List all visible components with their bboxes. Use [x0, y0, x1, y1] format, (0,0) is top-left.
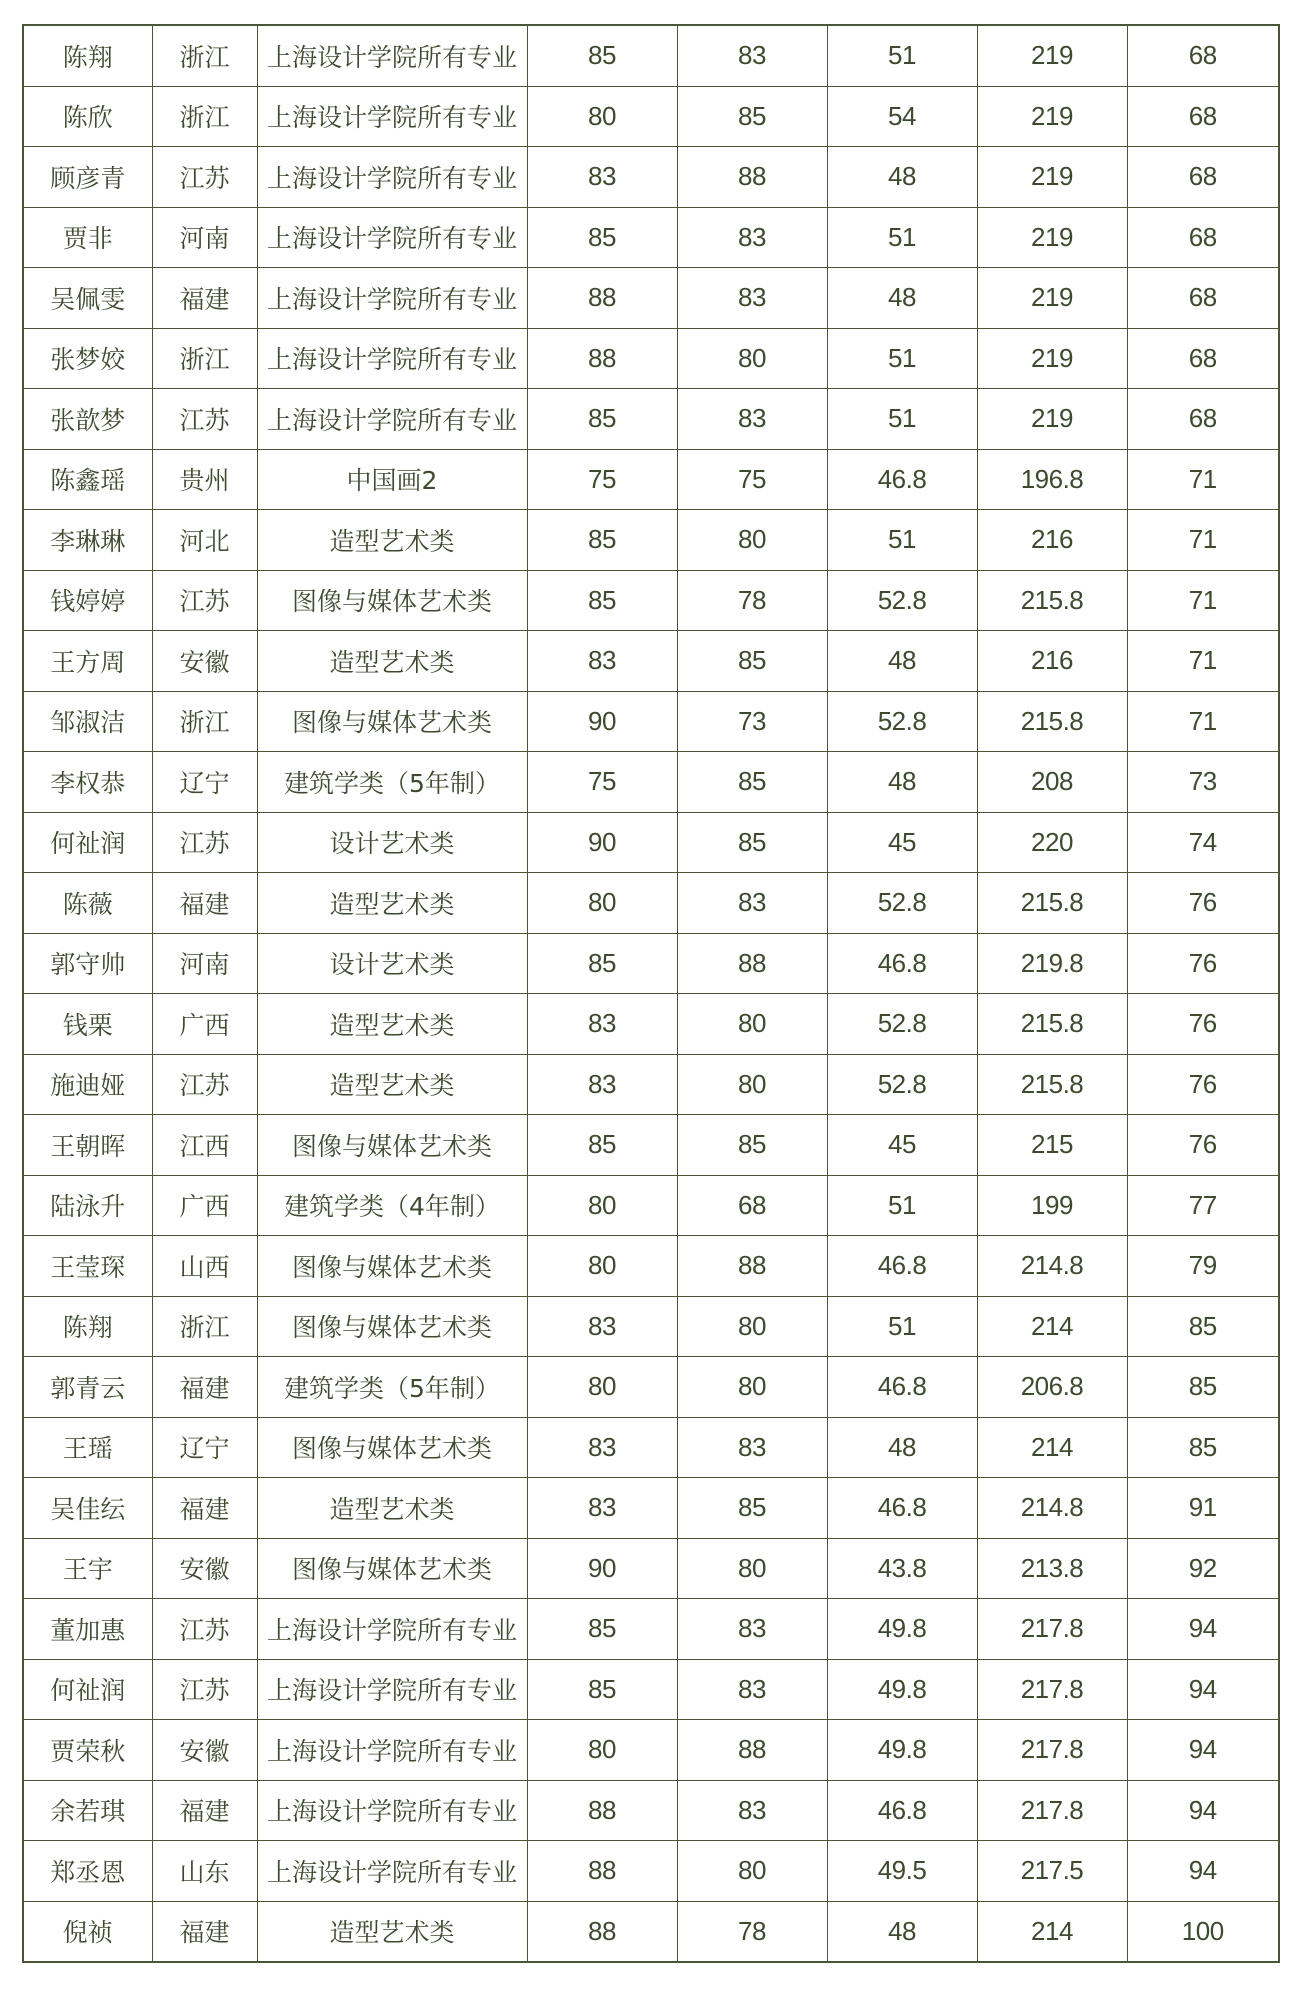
score-cell-3: 45: [827, 1115, 977, 1176]
rank-cell: 73: [1127, 752, 1279, 813]
student-name-cell: 何祉润: [23, 1659, 152, 1720]
province-cell: 浙江: [152, 86, 257, 147]
province-cell: 江苏: [152, 1599, 257, 1660]
rank-cell: 71: [1127, 510, 1279, 571]
score-cell-3: 49.8: [827, 1599, 977, 1660]
province-cell: 安徽: [152, 1538, 257, 1599]
score-cell-3: 49.8: [827, 1720, 977, 1781]
rank-cell: 76: [1127, 1054, 1279, 1115]
major-cell: 图像与媒体艺术类: [257, 1296, 527, 1357]
score-cell-3: 43.8: [827, 1538, 977, 1599]
total-score-cell: 214.8: [977, 1478, 1127, 1539]
total-score-cell: 196.8: [977, 449, 1127, 510]
province-cell: 河南: [152, 207, 257, 268]
student-name-cell: 王方周: [23, 631, 152, 692]
score-cell-1: 90: [527, 691, 677, 752]
table-row: [23, 1659, 1279, 1720]
province-cell: 江苏: [152, 570, 257, 631]
major-cell: 造型艺术类: [257, 1054, 527, 1115]
rank-cell: 85: [1127, 1357, 1279, 1418]
student-name-cell: 陆泳升: [23, 1175, 152, 1236]
table-row: [23, 1901, 1279, 1962]
major-cell: 上海设计学院所有专业: [257, 1780, 527, 1841]
score-cell-2: 88: [677, 933, 827, 994]
student-name-cell: 陈翔: [23, 25, 152, 86]
score-cell-3: 48: [827, 1901, 977, 1962]
score-cell-3: 52.8: [827, 873, 977, 934]
major-cell: 建筑学类（5年制）: [257, 752, 527, 813]
student-name-cell: 王莹琛: [23, 1236, 152, 1297]
table-row: [23, 25, 1279, 86]
province-cell: 山西: [152, 1236, 257, 1297]
major-cell: 上海设计学院所有专业: [257, 268, 527, 329]
student-name-cell: 李权恭: [23, 752, 152, 813]
score-cell-3: 48: [827, 268, 977, 329]
score-cell-1: 88: [527, 1780, 677, 1841]
total-score-cell: 215.8: [977, 1054, 1127, 1115]
rank-cell: 71: [1127, 449, 1279, 510]
total-score-cell: 219: [977, 86, 1127, 147]
score-cell-1: 83: [527, 994, 677, 1055]
score-cell-1: 83: [527, 1478, 677, 1539]
student-name-cell: 张歆梦: [23, 389, 152, 450]
major-cell: 上海设计学院所有专业: [257, 25, 527, 86]
score-cell-1: 88: [527, 1841, 677, 1902]
table-row: [23, 933, 1279, 994]
province-cell: 广西: [152, 1175, 257, 1236]
score-cell-3: 51: [827, 389, 977, 450]
total-score-cell: 217.8: [977, 1599, 1127, 1660]
student-name-cell: 贾荣秋: [23, 1720, 152, 1781]
province-cell: 山东: [152, 1841, 257, 1902]
major-cell: 图像与媒体艺术类: [257, 691, 527, 752]
province-cell: 辽宁: [152, 752, 257, 813]
score-cell-2: 83: [677, 873, 827, 934]
score-cell-3: 46.8: [827, 1357, 977, 1418]
table-row: [23, 1599, 1279, 1660]
total-score-cell: 219.8: [977, 933, 1127, 994]
major-cell: 上海设计学院所有专业: [257, 328, 527, 389]
score-cell-2: 80: [677, 1296, 827, 1357]
province-cell: 河北: [152, 510, 257, 571]
total-score-cell: 216: [977, 631, 1127, 692]
score-cell-3: 48: [827, 752, 977, 813]
major-cell: 上海设计学院所有专业: [257, 207, 527, 268]
rank-cell: 94: [1127, 1841, 1279, 1902]
table-row: [23, 570, 1279, 631]
total-score-cell: 214: [977, 1417, 1127, 1478]
score-cell-1: 85: [527, 25, 677, 86]
total-score-cell: 208: [977, 752, 1127, 813]
rank-cell: 68: [1127, 207, 1279, 268]
score-cell-1: 85: [527, 1115, 677, 1176]
table-row: [23, 752, 1279, 813]
student-name-cell: 陈欣: [23, 86, 152, 147]
student-name-cell: 钱婷婷: [23, 570, 152, 631]
score-cell-1: 83: [527, 1296, 677, 1357]
student-name-cell: 郭青云: [23, 1357, 152, 1418]
major-cell: 上海设计学院所有专业: [257, 147, 527, 208]
major-cell: 中国画2: [257, 449, 527, 510]
major-cell: 造型艺术类: [257, 873, 527, 934]
province-cell: 江苏: [152, 1054, 257, 1115]
score-table: [22, 24, 1280, 1963]
score-cell-1: 85: [527, 570, 677, 631]
province-cell: 福建: [152, 1357, 257, 1418]
total-score-cell: 217.5: [977, 1841, 1127, 1902]
province-cell: 江西: [152, 1115, 257, 1176]
rank-cell: 68: [1127, 147, 1279, 208]
table-row: [23, 812, 1279, 873]
rank-cell: 79: [1127, 1236, 1279, 1297]
score-cell-3: 46.8: [827, 449, 977, 510]
table-row: [23, 207, 1279, 268]
major-cell: 图像与媒体艺术类: [257, 1236, 527, 1297]
student-name-cell: 何祉润: [23, 812, 152, 873]
major-cell: 上海设计学院所有专业: [257, 389, 527, 450]
rank-cell: 76: [1127, 933, 1279, 994]
table-row: [23, 1296, 1279, 1357]
total-score-cell: 219: [977, 147, 1127, 208]
score-cell-1: 75: [527, 752, 677, 813]
score-cell-2: 88: [677, 1720, 827, 1781]
rank-cell: 74: [1127, 812, 1279, 873]
province-cell: 贵州: [152, 449, 257, 510]
score-cell-2: 83: [677, 1417, 827, 1478]
total-score-cell: 214: [977, 1296, 1127, 1357]
table-row: [23, 1236, 1279, 1297]
score-cell-2: 88: [677, 147, 827, 208]
rank-cell: 68: [1127, 268, 1279, 329]
score-cell-2: 85: [677, 1478, 827, 1539]
score-table-body: [23, 25, 1279, 1962]
province-cell: 河南: [152, 933, 257, 994]
table-row: [23, 1357, 1279, 1418]
province-cell: 浙江: [152, 691, 257, 752]
student-name-cell: 倪祯: [23, 1901, 152, 1962]
major-cell: 上海设计学院所有专业: [257, 86, 527, 147]
table-row: [23, 1115, 1279, 1176]
table-row: [23, 1841, 1279, 1902]
province-cell: 浙江: [152, 1296, 257, 1357]
total-score-cell: 219: [977, 328, 1127, 389]
student-name-cell: 贾非: [23, 207, 152, 268]
total-score-cell: 199: [977, 1175, 1127, 1236]
score-cell-2: 80: [677, 1357, 827, 1418]
score-cell-2: 83: [677, 1659, 827, 1720]
score-cell-3: 46.8: [827, 1236, 977, 1297]
total-score-cell: 216: [977, 510, 1127, 571]
table-row: [23, 1175, 1279, 1236]
total-score-cell: 214: [977, 1901, 1127, 1962]
score-cell-3: 52.8: [827, 691, 977, 752]
major-cell: 造型艺术类: [257, 1478, 527, 1539]
score-cell-2: 75: [677, 449, 827, 510]
score-cell-2: 85: [677, 752, 827, 813]
rank-cell: 71: [1127, 570, 1279, 631]
table-row: [23, 1538, 1279, 1599]
province-cell: 江苏: [152, 1659, 257, 1720]
province-cell: 安徽: [152, 1720, 257, 1781]
rank-cell: 92: [1127, 1538, 1279, 1599]
score-cell-2: 83: [677, 1599, 827, 1660]
score-cell-1: 80: [527, 86, 677, 147]
student-name-cell: 王宇: [23, 1538, 152, 1599]
score-cell-2: 68: [677, 1175, 827, 1236]
rank-cell: 76: [1127, 873, 1279, 934]
table-row: [23, 1417, 1279, 1478]
table-row: [23, 631, 1279, 692]
total-score-cell: 215.8: [977, 873, 1127, 934]
major-cell: 造型艺术类: [257, 1901, 527, 1962]
province-cell: 福建: [152, 268, 257, 329]
student-name-cell: 陈薇: [23, 873, 152, 934]
major-cell: 上海设计学院所有专业: [257, 1720, 527, 1781]
student-name-cell: 王朝晖: [23, 1115, 152, 1176]
province-cell: 江苏: [152, 812, 257, 873]
rank-cell: 68: [1127, 86, 1279, 147]
student-name-cell: 李琳琳: [23, 510, 152, 571]
rank-cell: 76: [1127, 1115, 1279, 1176]
score-cell-2: 88: [677, 1236, 827, 1297]
student-name-cell: 施迪娅: [23, 1054, 152, 1115]
score-cell-3: 48: [827, 631, 977, 692]
total-score-cell: 217.8: [977, 1720, 1127, 1781]
score-cell-2: 83: [677, 25, 827, 86]
score-cell-2: 83: [677, 268, 827, 329]
score-cell-3: 51: [827, 1296, 977, 1357]
rank-cell: 77: [1127, 1175, 1279, 1236]
major-cell: 图像与媒体艺术类: [257, 1115, 527, 1176]
rank-cell: 85: [1127, 1296, 1279, 1357]
score-cell-2: 80: [677, 1054, 827, 1115]
score-cell-3: 51: [827, 207, 977, 268]
rank-cell: 68: [1127, 25, 1279, 86]
table-row: [23, 389, 1279, 450]
student-name-cell: 邹淑洁: [23, 691, 152, 752]
score-cell-3: 51: [827, 25, 977, 86]
total-score-cell: 206.8: [977, 1357, 1127, 1418]
score-cell-1: 88: [527, 268, 677, 329]
major-cell: 造型艺术类: [257, 510, 527, 571]
score-cell-1: 85: [527, 207, 677, 268]
province-cell: 安徽: [152, 631, 257, 692]
score-cell-3: 46.8: [827, 1780, 977, 1841]
major-cell: 造型艺术类: [257, 631, 527, 692]
score-cell-1: 85: [527, 1659, 677, 1720]
student-name-cell: 陈鑫瑶: [23, 449, 152, 510]
total-score-cell: 215.8: [977, 691, 1127, 752]
table-row: [23, 328, 1279, 389]
score-cell-2: 80: [677, 1538, 827, 1599]
student-name-cell: 陈翔: [23, 1296, 152, 1357]
student-name-cell: 王瑶: [23, 1417, 152, 1478]
score-cell-1: 85: [527, 510, 677, 571]
total-score-cell: 219: [977, 268, 1127, 329]
score-cell-3: 48: [827, 1417, 977, 1478]
table-row: [23, 86, 1279, 147]
rank-cell: 94: [1127, 1599, 1279, 1660]
province-cell: 浙江: [152, 328, 257, 389]
score-cell-1: 83: [527, 1417, 677, 1478]
student-name-cell: 董加惠: [23, 1599, 152, 1660]
score-cell-1: 90: [527, 812, 677, 873]
table-row: [23, 1478, 1279, 1539]
student-name-cell: 余若琪: [23, 1780, 152, 1841]
score-cell-1: 80: [527, 1175, 677, 1236]
score-cell-3: 51: [827, 510, 977, 571]
major-cell: 图像与媒体艺术类: [257, 570, 527, 631]
score-cell-3: 49.8: [827, 1659, 977, 1720]
major-cell: 设计艺术类: [257, 812, 527, 873]
score-cell-2: 80: [677, 328, 827, 389]
major-cell: 造型艺术类: [257, 994, 527, 1055]
total-score-cell: 217.8: [977, 1780, 1127, 1841]
score-cell-2: 73: [677, 691, 827, 752]
score-cell-2: 83: [677, 207, 827, 268]
province-cell: 福建: [152, 1901, 257, 1962]
rank-cell: 71: [1127, 691, 1279, 752]
major-cell: 图像与媒体艺术类: [257, 1538, 527, 1599]
score-cell-3: 48: [827, 147, 977, 208]
total-score-cell: 213.8: [977, 1538, 1127, 1599]
score-cell-1: 85: [527, 933, 677, 994]
score-cell-3: 51: [827, 1175, 977, 1236]
total-score-cell: 219: [977, 25, 1127, 86]
rank-cell: 85: [1127, 1417, 1279, 1478]
total-score-cell: 215.8: [977, 994, 1127, 1055]
total-score-cell: 217.8: [977, 1659, 1127, 1720]
score-cell-1: 85: [527, 1599, 677, 1660]
student-name-cell: 张梦姣: [23, 328, 152, 389]
table-row: [23, 873, 1279, 934]
score-cell-1: 90: [527, 1538, 677, 1599]
score-cell-2: 80: [677, 510, 827, 571]
score-cell-2: 85: [677, 86, 827, 147]
score-cell-1: 80: [527, 1357, 677, 1418]
score-cell-3: 46.8: [827, 1478, 977, 1539]
rank-cell: 94: [1127, 1720, 1279, 1781]
student-name-cell: 郑丞恩: [23, 1841, 152, 1902]
major-cell: 上海设计学院所有专业: [257, 1841, 527, 1902]
score-cell-3: 52.8: [827, 994, 977, 1055]
major-cell: 图像与媒体艺术类: [257, 1417, 527, 1478]
province-cell: 福建: [152, 1780, 257, 1841]
table-row: [23, 691, 1279, 752]
score-cell-2: 85: [677, 812, 827, 873]
score-cell-2: 83: [677, 389, 827, 450]
province-cell: 广西: [152, 994, 257, 1055]
province-cell: 福建: [152, 873, 257, 934]
table-row: [23, 1054, 1279, 1115]
total-score-cell: 219: [977, 389, 1127, 450]
score-cell-3: 52.8: [827, 1054, 977, 1115]
score-cell-3: 49.5: [827, 1841, 977, 1902]
score-cell-3: 54: [827, 86, 977, 147]
province-cell: 江苏: [152, 389, 257, 450]
student-name-cell: 顾彦青: [23, 147, 152, 208]
province-cell: 浙江: [152, 25, 257, 86]
score-cell-1: 85: [527, 389, 677, 450]
rank-cell: 91: [1127, 1478, 1279, 1539]
table-row: [23, 510, 1279, 571]
rank-cell: 94: [1127, 1780, 1279, 1841]
rank-cell: 68: [1127, 389, 1279, 450]
score-cell-1: 80: [527, 873, 677, 934]
score-cell-3: 46.8: [827, 933, 977, 994]
total-score-cell: 219: [977, 207, 1127, 268]
score-cell-1: 80: [527, 1236, 677, 1297]
score-cell-2: 80: [677, 1841, 827, 1902]
table-row: [23, 268, 1279, 329]
total-score-cell: 214.8: [977, 1236, 1127, 1297]
score-cell-2: 78: [677, 570, 827, 631]
score-cell-1: 75: [527, 449, 677, 510]
score-cell-3: 52.8: [827, 570, 977, 631]
major-cell: 建筑学类（4年制）: [257, 1175, 527, 1236]
total-score-cell: 215.8: [977, 570, 1127, 631]
score-cell-2: 78: [677, 1901, 827, 1962]
province-cell: 江苏: [152, 147, 257, 208]
score-cell-3: 45: [827, 812, 977, 873]
score-cell-2: 85: [677, 1115, 827, 1176]
table-row: [23, 1720, 1279, 1781]
score-cell-1: 83: [527, 631, 677, 692]
rank-cell: 100: [1127, 1901, 1279, 1962]
rank-cell: 76: [1127, 994, 1279, 1055]
score-cell-2: 80: [677, 994, 827, 1055]
major-cell: 上海设计学院所有专业: [257, 1659, 527, 1720]
table-row: [23, 147, 1279, 208]
rank-cell: 71: [1127, 631, 1279, 692]
total-score-cell: 215: [977, 1115, 1127, 1176]
student-name-cell: 吴佩雯: [23, 268, 152, 329]
score-cell-1: 83: [527, 147, 677, 208]
table-row: [23, 1780, 1279, 1841]
major-cell: 上海设计学院所有专业: [257, 1599, 527, 1660]
major-cell: 设计艺术类: [257, 933, 527, 994]
score-cell-2: 83: [677, 1780, 827, 1841]
score-cell-1: 83: [527, 1054, 677, 1115]
table-row: [23, 994, 1279, 1055]
table-row: [23, 449, 1279, 510]
rank-cell: 94: [1127, 1659, 1279, 1720]
rank-cell: 68: [1127, 328, 1279, 389]
province-cell: 辽宁: [152, 1417, 257, 1478]
score-cell-1: 88: [527, 328, 677, 389]
province-cell: 福建: [152, 1478, 257, 1539]
score-cell-2: 85: [677, 631, 827, 692]
student-name-cell: 吴佳纭: [23, 1478, 152, 1539]
major-cell: 建筑学类（5年制）: [257, 1357, 527, 1418]
total-score-cell: 220: [977, 812, 1127, 873]
score-cell-3: 51: [827, 328, 977, 389]
student-name-cell: 钱栗: [23, 994, 152, 1055]
score-cell-1: 88: [527, 1901, 677, 1962]
score-cell-1: 80: [527, 1720, 677, 1781]
student-name-cell: 郭守帅: [23, 933, 152, 994]
